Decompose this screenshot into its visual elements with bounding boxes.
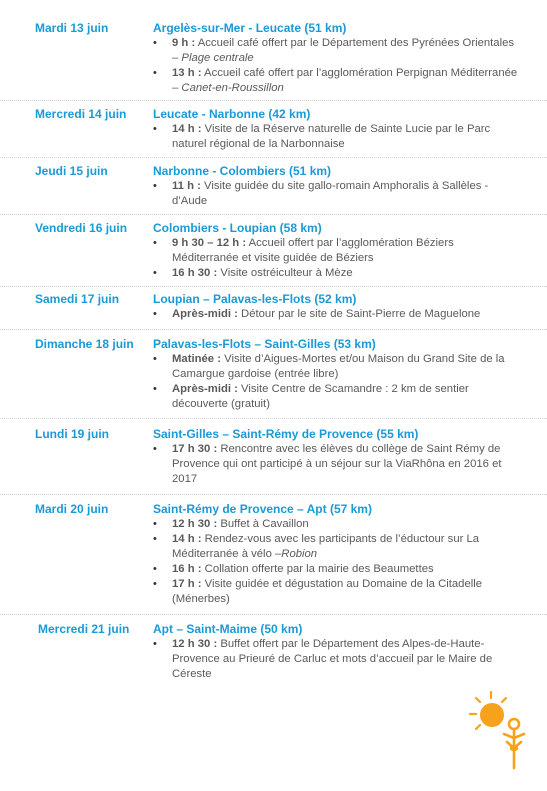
activity-text: Détour par le site de Saint-Pierre de Maguelone: [237, 308, 481, 320]
divider: [0, 100, 547, 101]
activity-time: 17 h :: [172, 578, 202, 590]
route-title: Narbonne - Colombiers (51 km): [153, 164, 332, 178]
activity-text: Visite guidée du site gallo-romain Amphoralis à Sallèles -d’Aude: [172, 180, 489, 207]
activity-list: [153, 517, 523, 607]
activity-item: [153, 442, 523, 487]
activity-time: 16 h 30 :: [172, 267, 218, 279]
activity-time: 13 h :: [172, 67, 202, 79]
day-content: [153, 622, 523, 682]
activity-item: [153, 532, 523, 562]
activity-text: Visite d’Aigues-Mortes et/ou Maison du Grand Site de la Camargue gardoise (entrée libre): [172, 353, 505, 380]
activity-time: 17 h 30 :: [172, 443, 218, 455]
activity-time: 14 h :: [172, 533, 202, 545]
route-title: Leucate - Narbonne (42 km): [153, 107, 311, 121]
activity-item: [153, 122, 523, 152]
activity-item: [153, 36, 523, 66]
activity-item: [153, 577, 523, 607]
day-date: Lundi 19 juin: [35, 427, 109, 441]
activity-time: Matinée :: [172, 353, 221, 365]
day-content: [153, 502, 523, 607]
divider: [0, 329, 547, 330]
day-date: Mardi 13 juin: [35, 21, 109, 35]
day-date: Mercredi 14 juin: [35, 107, 127, 121]
day-content: [153, 292, 523, 322]
activity-text: Visite de la Réserve naturelle de Sainte Lucie par le Parc naturel régional de la Narbonnaise: [172, 123, 491, 150]
activity-text: Collation offerte par la mairie des Beaumettes: [201, 563, 434, 575]
activity-list: [153, 352, 523, 412]
activity-text: Accueil café offert par le Département des Pyrénées Orientales –: [172, 37, 515, 64]
activity-list: [153, 236, 523, 281]
day-content: [153, 221, 523, 281]
divider: [0, 418, 547, 419]
activity-item: [153, 382, 523, 412]
activity-list: [153, 442, 523, 487]
route-title: Saint-Gilles – Saint-Rémy de Provence (55 km): [153, 427, 419, 441]
activity-text: Rencontre avec les élèves du collège de Saint Rémy de Provence qui ont participé à un séjour sur la ViaRhôna en 2016 et 2017: [172, 443, 502, 485]
activity-time: 9 h 30 – 12 h :: [172, 237, 247, 249]
activity-list: [153, 179, 523, 209]
activity-list: [153, 307, 523, 322]
divider: [0, 286, 547, 287]
activity-text: Visite Centre de Scamandre : 2 km de sentier découverte (gratuit): [172, 383, 469, 410]
activity-item: [153, 266, 523, 281]
day-date: Vendredi 16 juin: [35, 221, 128, 235]
day-content: [153, 107, 523, 152]
activity-item: [153, 66, 523, 96]
activity-time: 12 h 30 :: [172, 638, 218, 650]
day-date: Jeudi 15 juin: [35, 164, 108, 178]
activity-time: 12 h 30 :: [172, 518, 218, 530]
day-content: [153, 21, 523, 96]
activity-item: [153, 637, 523, 682]
activity-place: Plage centrale: [181, 52, 254, 64]
route-title: Saint-Rémy de Provence – Apt (57 km): [153, 502, 372, 516]
route-title: Argelès-sur-Mer - Leucate (51 km): [153, 21, 347, 35]
activity-time: 14 h :: [172, 123, 202, 135]
activity-time: 11 h :: [172, 180, 201, 192]
activity-item: [153, 517, 523, 532]
activity-text: Visite ostréiculteur à Mèze: [217, 267, 353, 279]
activity-place: Canet-en-Roussillon: [181, 82, 284, 94]
activity-list: [153, 637, 523, 682]
route-title: Palavas-les-Flots – Saint-Gilles (53 km): [153, 337, 376, 351]
activity-text: Accueil café offert par l’agglomération Perpignan Méditerranée –: [172, 67, 518, 94]
route-title: Apt – Saint-Maime (50 km): [153, 622, 303, 636]
activity-item: [153, 307, 523, 322]
activity-time: 16 h :: [172, 563, 202, 575]
activity-text: Buffet offert par le Département des Alpes-de-Haute-Provence au Prieuré de Carluc et mots d’accueil par le Maire de Céreste: [172, 638, 493, 680]
activity-text: Buffet à Cavaillon: [217, 518, 309, 530]
day-date: Mercredi 21 juin: [38, 622, 130, 636]
day-content: [153, 427, 523, 487]
activity-text: Accueil offert par l’agglomération Béziers Méditerranée et visite guidée de Béziers: [172, 237, 454, 264]
divider: [0, 614, 547, 615]
activity-item: [153, 562, 523, 577]
activity-item: [153, 179, 523, 209]
route-title: Loupian – Palavas-les-Flots (52 km): [153, 292, 357, 306]
divider: [0, 494, 547, 495]
divider: [0, 157, 547, 158]
activity-place: Robion: [281, 548, 318, 560]
activity-item: [153, 352, 523, 382]
day-date: Mardi 20 juin: [35, 502, 109, 516]
divider: [0, 214, 547, 215]
day-date: Dimanche 18 juin: [35, 337, 134, 351]
day-date: Samedi 17 juin: [35, 292, 120, 306]
activity-time: Après-midi :: [172, 383, 238, 395]
activity-list: [153, 36, 523, 96]
route-title: Colombiers - Loupian (58 km): [153, 221, 322, 235]
sun-cyclist-logo: [466, 690, 528, 770]
day-content: [153, 337, 523, 412]
activity-item: [153, 236, 523, 266]
activity-text: Visite guidée et dégustation au Domaine de la Citadelle (Ménerbes): [172, 578, 483, 605]
activity-text: Rendez-vous avec les participants de l’éductour sur La Méditerranée à vélo –: [172, 533, 480, 560]
day-content: [153, 164, 523, 209]
activity-time: Après-midi :: [172, 308, 238, 320]
activity-time: 9 h :: [172, 37, 196, 49]
activity-list: [153, 122, 523, 152]
